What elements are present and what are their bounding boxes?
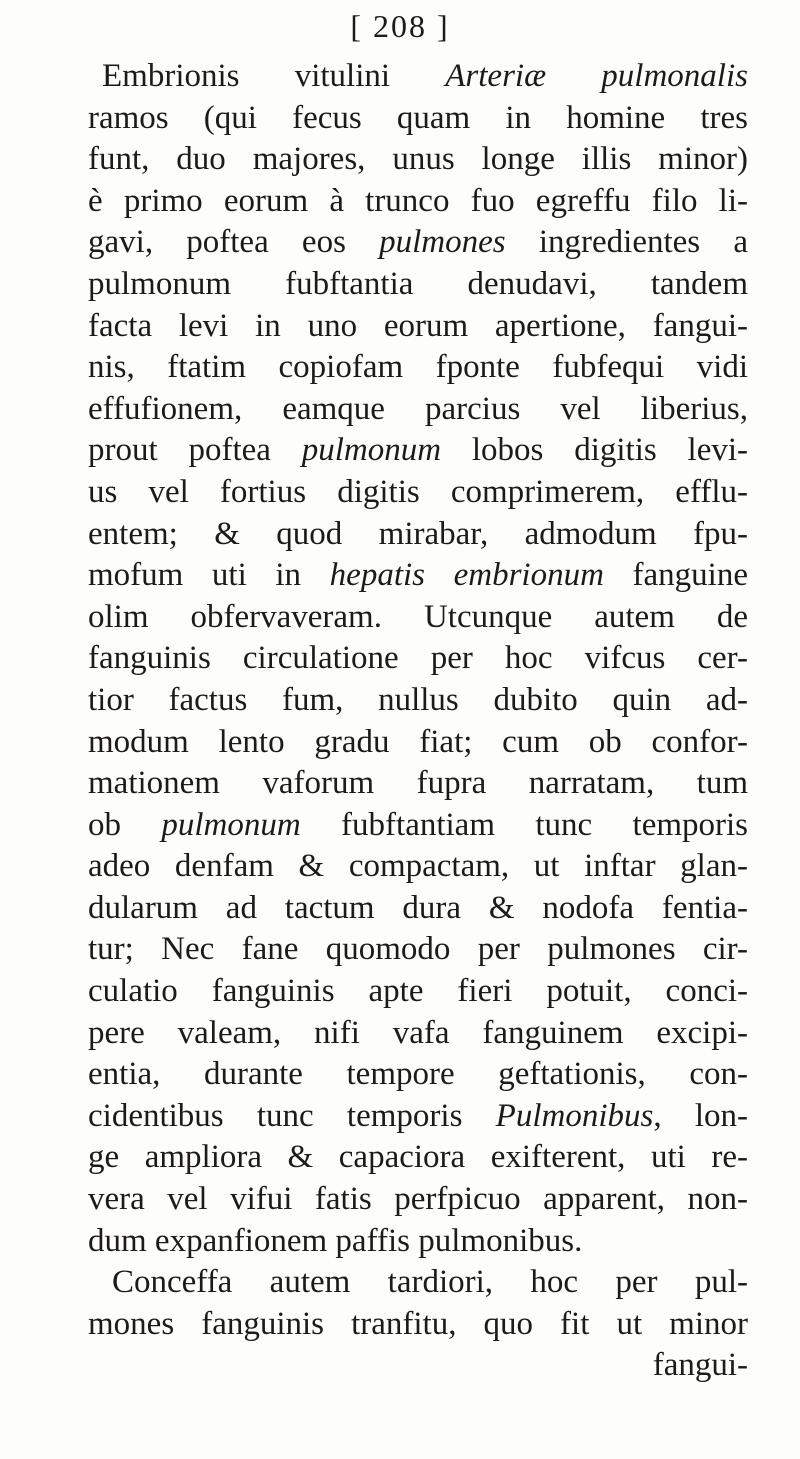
text-run: effufionem, eamque parcius vel liberius,	[88, 390, 748, 427]
text-run: mofum uti in	[88, 557, 330, 594]
text-line	[88, 514, 748, 556]
text-line	[88, 1304, 748, 1346]
text-line	[88, 56, 748, 98]
italic-term: pulmonum	[161, 806, 301, 843]
text-run: tior factus fum, nullus dubito quin ad-	[88, 681, 748, 718]
text-line	[88, 597, 748, 639]
text-run: ramos (qui fecus quam in homine tres	[88, 99, 748, 136]
text-line	[88, 98, 748, 140]
text-run: cidentibus tunc temporis	[88, 1097, 496, 1134]
text-line	[88, 430, 748, 472]
text-line	[88, 1179, 748, 1221]
text-line	[88, 1221, 748, 1263]
text-run: nis, ftatim copiofam fponte fubfequi vidi	[88, 349, 748, 386]
text-run: vera vel vifui fatis perfpicuo apparent, non-	[88, 1181, 748, 1218]
text-line	[88, 1262, 748, 1304]
text-run: olim obfervaveram. Utcunque autem de	[88, 598, 748, 635]
text-run: culatio fanguinis apte fieri potuit, conci-	[88, 973, 748, 1010]
text-line	[88, 472, 748, 514]
text-line	[88, 347, 748, 389]
italic-term: hepatis embrionum	[329, 557, 604, 594]
text-line	[88, 222, 748, 264]
text-run: funt, duo majores, unus longe illis minor)	[88, 141, 748, 178]
text-line	[88, 805, 748, 847]
text-run: adeo denfam & compactam, ut inftar glan-	[88, 848, 748, 885]
text-run: modum lento gradu fiat; cum ob confor-	[88, 723, 748, 760]
text-line	[88, 929, 748, 971]
text-line	[88, 139, 748, 181]
text-run: , lon-	[653, 1097, 748, 1134]
text-run: prout poftea	[88, 432, 302, 469]
text-line	[88, 181, 748, 223]
text-run: mones fanguinis tranfitu, quo fit ut minor	[88, 1305, 748, 1342]
text-run: facta levi in uno eorum apertione, fangui-	[88, 307, 748, 344]
text-run: pere valeam, nifi vafa fanguinem excipi-	[88, 1014, 748, 1051]
italic-term: Pulmonibus	[495, 1097, 654, 1134]
text-line	[88, 1013, 748, 1055]
text-line	[88, 1137, 748, 1179]
text-run: Conceffa autem tardiori, hoc per pul-	[112, 1264, 748, 1301]
text-line	[88, 888, 748, 930]
text-line	[88, 264, 748, 306]
text-run: fangui-	[652, 1347, 748, 1384]
text-line	[88, 846, 748, 888]
body-text	[88, 56, 748, 1387]
italic-term: pulmonum	[301, 432, 442, 469]
text-run: mationem vaforum fupra narratam, tum	[88, 765, 748, 802]
text-run: fubftantiam tunc temporis	[300, 806, 749, 843]
page-number: [ 208 ]	[350, 8, 450, 44]
text-run: è primo eorum à trunco fuo egreffu filo li-	[88, 182, 748, 219]
text-run: entem; & quod mirabar, admodum fpu-	[88, 515, 748, 552]
text-run: ingredientes a	[505, 224, 748, 261]
text-line	[88, 1345, 748, 1387]
text-line	[88, 680, 748, 722]
text-run: fanguine	[603, 557, 748, 594]
text-run: entia, durante tempore geftationis, con-	[88, 1056, 748, 1093]
text-line	[88, 389, 748, 431]
text-line	[88, 971, 748, 1013]
text-line	[88, 306, 748, 348]
text-line	[88, 555, 748, 597]
text-run: fanguinis circulatione per hoc vifcus cer-	[88, 640, 748, 677]
text-line	[88, 1054, 748, 1096]
italic-term: pulmones	[379, 224, 506, 261]
text-run: dularum ad tactum dura & nodofa fentia-	[88, 889, 748, 926]
text-line	[88, 722, 748, 764]
text-run: pulmonum fubftantia denudavi, tandem	[88, 265, 748, 302]
text-line	[88, 1096, 748, 1138]
text-line	[88, 638, 748, 680]
text-run: us vel fortius digitis comprimerem, efflu-	[88, 473, 748, 510]
text-run: tur; Nec fane quomodo per pulmones cir-	[88, 931, 748, 968]
text-run: ob	[88, 806, 162, 843]
text-run: Embrionis vitulini	[102, 58, 446, 94]
text-run: ge ampliora & capaciora exifterent, uti re-	[88, 1139, 748, 1176]
text-line	[88, 763, 748, 805]
italic-term: Arteriæ pulmonalis	[445, 58, 748, 94]
text-run: gavi, poftea eos	[88, 224, 380, 261]
text-run: dum expanfionem paffis pulmonibus.	[88, 1222, 583, 1259]
text-run: lobos digitis levi-	[441, 432, 749, 469]
